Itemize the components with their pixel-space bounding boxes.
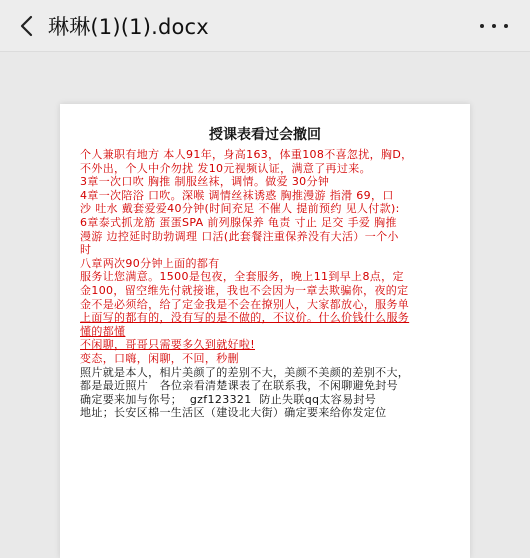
document-page[interactable] [60, 104, 470, 558]
document-heading: 授课表看过会撤回 [209, 127, 321, 143]
doc-line: 不闲聊，哥哥只需要多久到就好啦! [80, 338, 256, 352]
doc-line: 时 [80, 243, 92, 257]
doc-line: 6章泰式抓龙筋 蛋蛋SPA 前列腺保养 龟责 寸止 足交 手爱 胸推 [80, 215, 397, 229]
document-body [80, 148, 452, 420]
doc-line: 3章一次口吹 胸推 制服丝袜，调情。做爱 30分钟 [80, 175, 330, 189]
doc-line: 确定要来加与你号； gzf123321 防止失联qq太容易封号 [80, 392, 377, 406]
doc-line: 沙 吐水 戴套爱爱40分钟(时间充足 不催人 提前预约 见人付款): [80, 202, 400, 216]
doc-line: 变态，口嗨，闲聊，不回，秒删 [80, 351, 239, 365]
top-bar [0, 0, 530, 52]
doc-line: 八章两次90分钟上面的都有 [80, 256, 220, 270]
more-horizontal-icon [480, 24, 484, 28]
doc-line: 4章一次陪浴 口吹。深喉 调情丝袜诱惑 胸推漫游 指滑 69，口 [80, 188, 394, 202]
doc-line: 服务让您满意。1500是包夜，全套服务，晚上11到早上8点，定 [80, 270, 404, 284]
document-title-bar: 琳琳(1)(1).docx [48, 14, 209, 39]
doc-line: 个人兼职有地方 本人91年，身高163，体重108不喜忽扰，胸D， [80, 148, 413, 161]
more-options-button[interactable] [480, 14, 508, 38]
doc-line: 懂的都懂 [80, 324, 126, 338]
back-button[interactable] [4, 0, 48, 52]
doc-line: 照片就是本人，相片美颜了的差别不大，美颜不美颜的差别不大， [80, 365, 410, 379]
chevron-left-icon [19, 15, 33, 37]
doc-line: 漫游 边控延时助勃调理 口活(此套餐注重保养没有大活）一个小 [80, 229, 399, 243]
doc-line: 金100，留空维先付就接谁，我也不会因为一章去欺骗你，夜的定 [80, 283, 409, 297]
doc-line: 地址；长安区棉一生活区（建设北大街）确定要来给你发定位 [80, 406, 387, 420]
more-dot [504, 24, 508, 28]
more-dot [492, 24, 496, 28]
doc-line: 金不是必须给，给了定金我是不会在撩别人，大家都放心，服务单 [80, 297, 410, 311]
doc-line: 不外出，个人中介勿扰 发10元视频认证，满意了再过来。 [80, 161, 371, 175]
doc-line: 上面写的都有的，没有写的是不做的，不议价。什么价钱什么服务 [80, 311, 410, 325]
doc-line: 都是最近照片 各位亲看清楚课表了在联系我，不闲聊避免封号 [80, 379, 398, 393]
